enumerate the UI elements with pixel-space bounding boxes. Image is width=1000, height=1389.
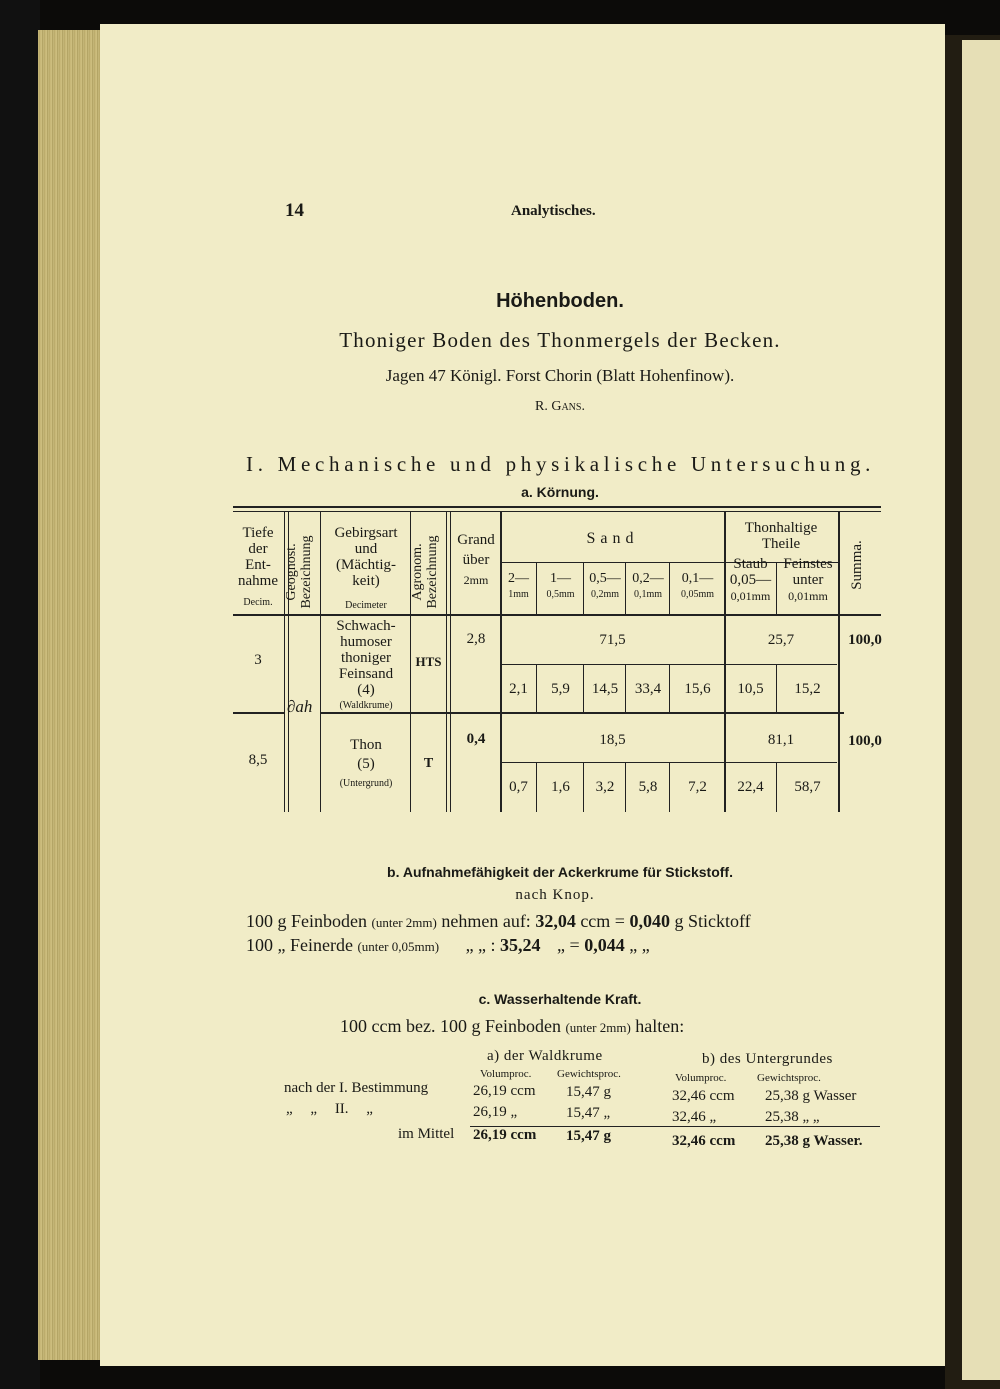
header-rock-unit: Decimeter bbox=[345, 600, 387, 611]
sub-vol-b: Volumproc. bbox=[675, 1072, 727, 1084]
n2-result-unit: „ „ bbox=[629, 935, 650, 955]
header-geognost-line-1: Geognost. bbox=[284, 543, 299, 601]
header-sand-sub-2-bottom: 0,5mm bbox=[546, 589, 575, 600]
row2-gravel: 0,4 bbox=[466, 731, 486, 747]
row2-detail-4: 5,8 bbox=[638, 779, 658, 795]
header-clay-finest bbox=[777, 556, 839, 604]
header-rock bbox=[321, 525, 411, 614]
header-sand-sub-1 bbox=[500, 571, 537, 603]
header-clay-finest-line-3: 0,01mm bbox=[788, 589, 828, 603]
geognost-value: ∂ah bbox=[287, 697, 313, 716]
header-agronom-line-1: Agronom. bbox=[410, 543, 425, 601]
header-clay-dust-line-3: 0,01mm bbox=[730, 589, 771, 603]
header-gravel bbox=[451, 530, 501, 590]
header-sand-sub-4-bottom: 0,1mm bbox=[633, 589, 663, 600]
header-sand: Sand bbox=[586, 530, 639, 547]
row1-detail-1: 2,1 bbox=[509, 681, 528, 697]
water-intro bbox=[340, 1016, 684, 1037]
row1-rock-line-2: humoser bbox=[340, 634, 392, 650]
header-clay-line-1: Thonhaltige bbox=[744, 520, 818, 536]
header-sand-sub-2 bbox=[537, 571, 584, 603]
section-b-sub: nach Knop. bbox=[515, 887, 595, 903]
row2-gew-b: 25,38 „ „ bbox=[765, 1109, 820, 1125]
row1-detail-4: 33,4 bbox=[634, 681, 662, 697]
col-subsoil: b) des Untergrundes bbox=[702, 1051, 833, 1067]
water-intro-c: halten: bbox=[635, 1016, 685, 1036]
nitrogen-line-2 bbox=[246, 935, 650, 956]
n1-value: 32,04 bbox=[535, 911, 576, 931]
header-clay-finest-line-1: Feinstes bbox=[783, 556, 833, 572]
row1-gew-b: 25,38 g Wasser bbox=[765, 1088, 857, 1104]
header-sand-sub-4-top: 0,2— bbox=[632, 571, 664, 586]
row2-label: „ „ II. „ bbox=[286, 1101, 373, 1117]
header-depth-line-2: der bbox=[248, 541, 268, 557]
author-name: R. Gans. bbox=[535, 399, 585, 414]
page-number: 14 bbox=[285, 200, 304, 221]
row2-detail-7: 58,7 bbox=[794, 779, 821, 795]
n1-result: 0,040 bbox=[629, 911, 670, 931]
header-gravel-line-1: Grand bbox=[457, 532, 495, 548]
row1-detail-5: 15,6 bbox=[684, 681, 711, 697]
row2-gew-a: 15,47 „ bbox=[566, 1105, 611, 1121]
header-agronom-line-2: Bezeichnung bbox=[425, 535, 440, 609]
row2-agronom: T bbox=[423, 756, 434, 771]
header-clay-line-2: Theile bbox=[761, 536, 801, 552]
n1-verb: nehmen auf: bbox=[441, 911, 531, 931]
header-clay-finest-line-2: unter bbox=[792, 572, 824, 588]
n2-value: 35,24 bbox=[500, 935, 541, 955]
water-intro-b: (unter 2mm) bbox=[565, 1020, 631, 1035]
header-sand-sub-3-bottom: 0,2mm bbox=[590, 589, 620, 600]
row1-rock-line-1: Schwach- bbox=[336, 618, 396, 634]
header-depth bbox=[233, 525, 283, 611]
header-sand-sub-2-top: 1— bbox=[550, 571, 571, 586]
section-b-heading: b. Aufnahmefähigkeit der Ackerkrume für Stickstoff. bbox=[387, 864, 733, 880]
header-geognost-line-2: Bezeichnung bbox=[299, 535, 314, 609]
header-sand-sub-3-top: 0,5— bbox=[589, 571, 621, 586]
header-sand-sub-5-top: 0,1— bbox=[681, 571, 714, 586]
header-depth-unit: Decim. bbox=[243, 597, 273, 608]
row1-detail-6: 10,5 bbox=[737, 681, 764, 697]
row2-depth: 8,5 bbox=[248, 752, 268, 768]
mittel-label: im Mittel bbox=[398, 1126, 455, 1142]
n1-equals: = bbox=[614, 911, 625, 931]
header-sum: Summa. bbox=[849, 540, 865, 590]
header-geognost bbox=[284, 522, 318, 622]
header-sand-sub-5 bbox=[670, 571, 725, 603]
row2-rock-line-1: Thon bbox=[350, 737, 382, 753]
row2-clay-total: 81,1 bbox=[767, 732, 795, 748]
header-rock-line-1: Gebirgsart bbox=[334, 525, 398, 541]
nitrogen-line-1 bbox=[246, 911, 751, 932]
n2-size: (unter 0,05mm) bbox=[357, 939, 440, 954]
row1-vol-a: 26,19 ccm bbox=[473, 1083, 536, 1099]
mittel-vol-b: 32,46 ccm bbox=[672, 1133, 736, 1149]
row2-detail-5: 7,2 bbox=[688, 779, 707, 795]
header-clay-dust bbox=[724, 556, 777, 604]
section-c-heading: c. Wasserhaltende Kraft. bbox=[478, 991, 642, 1007]
header-rock-line-2: und bbox=[354, 541, 378, 557]
main-title: Höhenboden. bbox=[496, 290, 624, 312]
row1-rock-note: (Waldkrume) bbox=[339, 700, 393, 711]
row1-rock-line-5: (4) bbox=[357, 682, 375, 698]
n1-unit: ccm bbox=[580, 911, 611, 931]
book-spine bbox=[0, 0, 40, 1389]
subtitle: Thoniger Boden des Thonmergels der Becken. bbox=[339, 328, 781, 352]
header-sand-sub-4 bbox=[626, 571, 670, 603]
row2-detail-6: 22,4 bbox=[737, 779, 764, 795]
header-sand-sub-1-top: 2— bbox=[508, 571, 529, 586]
n1-result-unit: g Sticktoff bbox=[674, 911, 751, 931]
row2-detail-1: 0,7 bbox=[509, 779, 528, 795]
row1-gravel: 2,8 bbox=[466, 631, 486, 647]
n1-size: (unter 2mm) bbox=[371, 915, 437, 930]
location-line: Jagen 47 Königl. Forst Chorin (Blatt Hohenfinow). bbox=[385, 366, 735, 385]
row1-detail-7: 15,2 bbox=[794, 681, 821, 697]
mittel-gew-b: 25,38 g Wasser. bbox=[765, 1133, 863, 1149]
col-topsoil: a) der Waldkrume bbox=[487, 1048, 603, 1064]
row2-detail-3: 3,2 bbox=[595, 779, 615, 795]
row2-detail-2: 1,6 bbox=[551, 779, 570, 795]
header-rock-line-3: (Mächtig- bbox=[336, 557, 396, 573]
row2-sand-total: 18,5 bbox=[599, 732, 626, 748]
header-agronom bbox=[410, 522, 444, 622]
mittel-gew-a: 15,47 g bbox=[566, 1128, 611, 1144]
row1-depth: 3 bbox=[254, 652, 262, 668]
facing-page bbox=[962, 40, 1000, 1380]
row1-label: nach der I. Bestimmung bbox=[284, 1080, 429, 1096]
row1-gew-a: 15,47 g bbox=[566, 1084, 611, 1100]
header-clay bbox=[724, 520, 838, 552]
row1-agronom: HTS bbox=[415, 654, 442, 669]
header-gravel-line-3: 2mm bbox=[463, 573, 489, 587]
row2-rock-note: (Untergrund) bbox=[339, 778, 393, 789]
section-heading: I. Mechanische und physikalische Untersuchung. bbox=[246, 452, 876, 476]
page-edges bbox=[38, 30, 104, 1360]
row1-rock bbox=[321, 618, 411, 714]
row2-rock bbox=[321, 736, 411, 793]
header-sand-sub-1-bottom: 1mm bbox=[508, 589, 529, 600]
sub-gew-b: Gewichtsproc. bbox=[757, 1072, 821, 1084]
row1-clay-total: 25,7 bbox=[767, 632, 795, 648]
sub-gew-a: Gewichtsproc. bbox=[557, 1068, 621, 1080]
mittel-vol-a: 26,19 ccm bbox=[473, 1127, 537, 1143]
n2-sample: 100 „ Feinerde bbox=[246, 935, 353, 955]
header-clay-dust-line-1: Staub bbox=[733, 556, 768, 572]
row1-detail-2: 5,9 bbox=[551, 681, 570, 697]
running-title: Analytisches. bbox=[511, 203, 596, 219]
row1-rock-line-4: Feinsand bbox=[338, 666, 394, 682]
water-intro-a: 100 ccm bez. 100 g Feinboden bbox=[340, 1016, 561, 1036]
section-subheading: a. Körnung. bbox=[521, 484, 599, 500]
n2-unit: „ bbox=[557, 935, 566, 955]
n2-verb: „ „ : bbox=[465, 935, 496, 955]
row1-vol-b: 32,46 ccm bbox=[672, 1088, 735, 1104]
header-depth-line-4: nahme bbox=[238, 573, 278, 589]
header-gravel-line-2: über bbox=[462, 552, 490, 568]
header-sand-sub-5-bottom: 0,05mm bbox=[680, 589, 715, 600]
row1-rock-line-3: thoniger bbox=[341, 650, 391, 666]
header-depth-line-1: Tiefe bbox=[242, 525, 274, 541]
row1-detail-3: 14,5 bbox=[591, 681, 619, 697]
header-clay-dust-line-2: 0,05— bbox=[729, 572, 772, 588]
row1-sand-total: 71,5 bbox=[599, 632, 626, 648]
n1-sample: 100 g Feinboden bbox=[246, 911, 367, 931]
row1-sum: 100,0 bbox=[848, 632, 882, 648]
row2-vol-b: 32,46 „ bbox=[672, 1109, 717, 1125]
row2-rock-line-2: (5) bbox=[357, 756, 375, 772]
n2-equals: = bbox=[569, 935, 580, 955]
header-depth-line-3: Ent- bbox=[245, 557, 271, 573]
row2-vol-a: 26,19 „ bbox=[473, 1104, 518, 1120]
header-sand-sub-3 bbox=[584, 571, 626, 603]
sub-vol-a: Volumproc. bbox=[480, 1068, 532, 1080]
n2-result: 0,044 bbox=[584, 935, 625, 955]
row2-sum: 100,0 bbox=[848, 733, 882, 749]
header-rock-line-4: keit) bbox=[352, 573, 380, 589]
